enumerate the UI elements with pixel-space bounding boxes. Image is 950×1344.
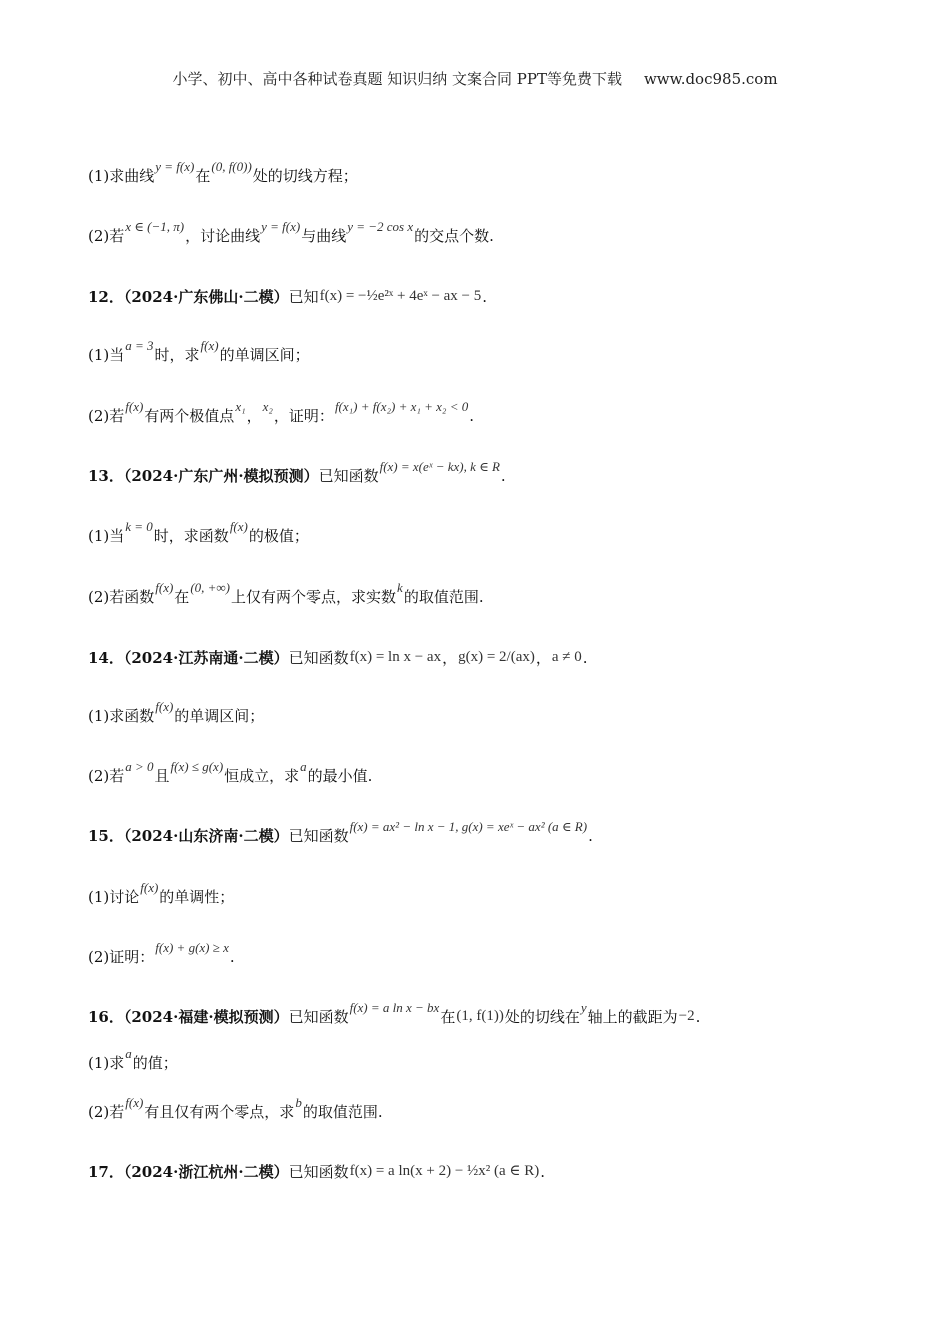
math-formula: y = f(x) xyxy=(261,219,301,234)
subquestion-12-2: (2)若f(x)有两个极值点x₁，x₂，证明：f(x₁) + f(x₂) + x₁ + x₂ < 0. xyxy=(88,399,475,425)
subquestion-12-1: (1)当a = 3时，求f(x)的单调区间； xyxy=(88,338,310,364)
subquestion-14-1: (1)求函数f(x)的单调区间； xyxy=(88,699,265,725)
question-13: 13．（2024·广东广州·模拟预测）已知函数f(x) = x(eˣ − kx), k ∈ R. xyxy=(88,459,506,485)
header-text: 小学、初中、高中各种试卷真题 知识归纳 文案合同 PPT等免费下载 xyxy=(172,70,622,88)
subquestion-13-2: (2)若函数f(x)在(0, +∞)上仅有两个零点，求实数k的取值范围. xyxy=(88,580,484,606)
math-formula: f(x) = x(eˣ − kx), k ∈ R xyxy=(379,459,500,474)
math-formula: y xyxy=(580,1000,587,1015)
math-formula: a > 0 xyxy=(125,759,154,774)
question-16: 16．（2024·福建·模拟预测）已知函数f(x) = a ln x − bx在(1, f(1))处的切线在y轴上的截距为−2. xyxy=(88,1000,701,1026)
math-formula: f(x) = a ln x − bx xyxy=(349,1000,440,1015)
question-12: 12．（2024·广东佛山·二模）已知f(x) = −½e²ˣ + 4eˣ − ax − 5. xyxy=(88,288,488,306)
math-formula: f(x) ≤ g(x) xyxy=(170,759,224,774)
subquestion-11-2: (2)若x ∈ (−1, π)，讨论曲线y = f(x)与曲线y = −2 cos x的交点个数. xyxy=(88,219,494,245)
math-formula: x₂ xyxy=(262,399,273,414)
math-formula: f(x) xyxy=(155,699,174,714)
subquestion-13-1: (1)当k = 0时，求函数f(x)的极值； xyxy=(88,519,309,545)
math-formula: a xyxy=(300,759,307,774)
subquestion-16-2: (2)若f(x)有且仅有两个零点，求b的取值范围. xyxy=(88,1095,383,1121)
math-formula: (0, f(0)) xyxy=(211,159,252,174)
header-website: www.doc985.com xyxy=(643,70,778,88)
subquestion-15-2: (2)证明：f(x) + g(x) ≥ x. xyxy=(88,940,235,966)
math-formula: x₁ xyxy=(235,399,246,414)
math-formula: f(x) xyxy=(125,399,144,414)
math-formula: a = 3 xyxy=(125,338,154,353)
math-formula: f(x) + g(x) ≥ x xyxy=(155,940,229,955)
math-formula: f(x) = −½e²ˣ + 4eˣ − ax − 5 xyxy=(319,288,482,304)
math-formula: f(x) xyxy=(229,519,248,534)
subquestion-11-1: (1)求曲线y = f(x)在(0, f(0))处的切线方程； xyxy=(88,159,358,185)
math-formula: x ∈ (−1, π) xyxy=(125,219,185,234)
question-17: 17．（2024·浙江杭州·二模）已知函数f(x) = a ln(x + 2) − ½x² (a ∈ R). xyxy=(88,1163,546,1181)
question-15: 15．（2024·山东济南·二模）已知函数f(x) = ax² − ln x − 1, g(x) = xeˣ − ax² (a ∈ R). xyxy=(88,819,593,845)
math-formula: (0, +∞) xyxy=(190,580,231,595)
math-formula: a xyxy=(125,1046,132,1061)
math-formula: f(x₁) + f(x₂) + x₁ + x₂ < 0 xyxy=(334,399,469,414)
math-formula: g(x) = 2/(ax) xyxy=(458,649,535,665)
subquestion-16-1: (1)求a的值； xyxy=(88,1046,178,1072)
question-14: 14．（2024·江苏南通·二模）已知函数f(x) = ln x − ax，g(x) = 2/(ax)，a ≠ 0. xyxy=(88,649,588,667)
math-formula: f(x) = a ln(x + 2) − ½x² (a ∈ R) xyxy=(349,1163,540,1179)
math-formula: f(x) = ax² − ln x − 1, g(x) = xeˣ − ax² (a ∈ R) xyxy=(349,819,588,834)
math-formula: y = −2 cos x xyxy=(347,219,414,234)
math-formula: y = f(x) xyxy=(155,159,195,174)
math-formula: k = 0 xyxy=(125,519,153,534)
math-formula: f(x) xyxy=(155,580,174,595)
subquestion-15-1: (1)讨论f(x)的单调性； xyxy=(88,880,235,906)
page-header xyxy=(0,68,950,89)
math-formula: f(x) xyxy=(140,880,159,895)
math-formula: −2 xyxy=(678,1008,695,1024)
math-formula: (1, f(1)) xyxy=(456,1008,504,1024)
math-formula: a ≠ 0 xyxy=(551,649,582,665)
subquestion-14-2: (2)若a > 0且f(x) ≤ g(x)恒成立，求a的最小值. xyxy=(88,759,373,785)
math-formula: k xyxy=(397,580,403,595)
math-formula: b xyxy=(295,1095,302,1110)
math-formula: f(x) = ln x − ax xyxy=(349,649,442,665)
math-formula: f(x) xyxy=(125,1095,144,1110)
math-formula: f(x) xyxy=(200,338,219,353)
